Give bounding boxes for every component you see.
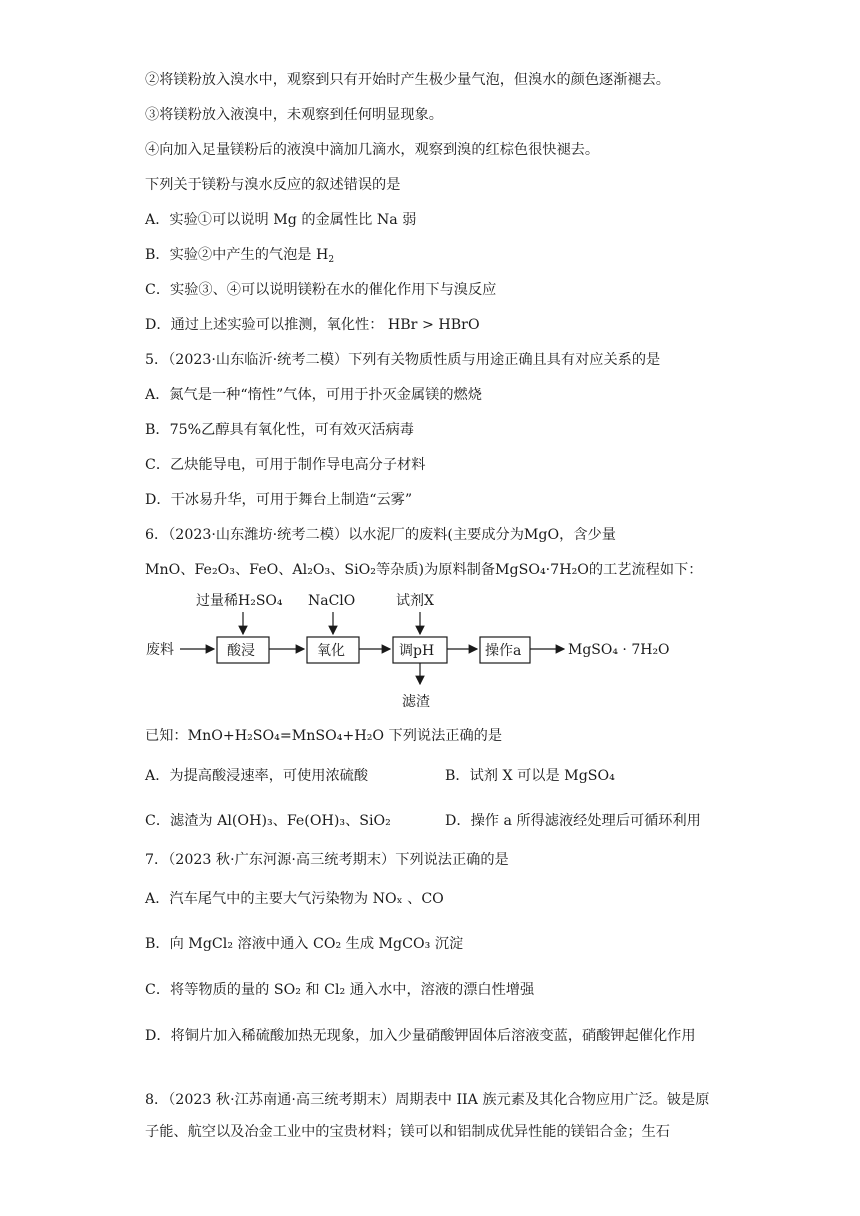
q5-option-c: C．乙炔能导电，可用于制作导电高分子材料 <box>145 457 426 473</box>
q6-option-d: D．操作 a 所得滤液经处理后可循环利用 <box>445 813 701 829</box>
q6-option-b: B．试剂 X 可以是 MgSO₄ <box>445 768 615 784</box>
flow-product-label: MgSO₄ · 7H₂O <box>568 642 670 658</box>
option-b-text: B．实验②中产生的气泡是 H <box>145 247 329 263</box>
q5-stem: 5．（2023·山东临沂·统考二模）下列有关物质性质与用途正确且具有对应关系的是 <box>145 352 661 368</box>
q5-option-b: B．75%乙醇具有氧化性，可有效灭活病毒 <box>145 422 414 438</box>
q6-stem-2: MnO、Fe₂O₃、FeO、Al₂O₃、SiO₂等杂质)为原料制备MgSO₄·7H₂O的工艺流程如下： <box>145 562 703 578</box>
step-label-1: 酸浸 <box>227 643 255 659</box>
q7-option-c: C．将等物质的量的 SO₂ 和 Cl₂ 通入水中，溶液的漂白性增强 <box>145 982 535 998</box>
q5-option-d: D．干冰易升华，可用于舞台上制造“云雾” <box>145 492 413 508</box>
option-c: C．实验③、④可以说明镁粉在水的催化作用下与溴反应 <box>145 282 497 298</box>
line-3: ④向加入足量镁粉后的液溴中滴加几滴水，观察到溴的红棕色很快褪去。 <box>145 142 600 158</box>
reagent-label-1: 过量稀H₂SO₄ <box>196 593 283 609</box>
reagent-label-3: 试剂X <box>396 593 434 609</box>
q5-option-a: A．氮气是一种“惰性”气体，可用于扑灭金属镁的燃烧 <box>145 387 482 403</box>
q7-stem: 7．（2023 秋·广东河源·高三统考期末）下列说法正确的是 <box>145 852 509 868</box>
step-label-4: 操作a <box>485 643 522 659</box>
step-label-2: 氧化 <box>317 643 345 659</box>
q6-option-a: A．为提高酸浸速率，可使用浓硫酸 <box>145 768 369 784</box>
option-b-sub: 2 <box>328 255 335 265</box>
flow-start-label: 废料 <box>146 642 174 658</box>
q6-stem: 6．（2023·山东潍坊·统考二模）以水泥厂的废料(主要成分为MgO，含少量 <box>145 527 616 543</box>
q8-stem: 8．（2023 秋·江苏南通·高三统考期末）周期表中 IIA 族元素及其化合物应用广泛。铍是原子能、航空以及冶金工业中的宝贵材料；镁可以和铝制成优异性能的镁铝合金；生石 <box>145 1092 710 1140</box>
q7-option-b: B．向 MgCl₂ 溶液中通入 CO₂ 生成 MgCO₃ 沉淀 <box>145 936 464 952</box>
q7-option-a: A．汽车尾气中的主要大气污染物为 NOₓ 、CO <box>145 891 444 907</box>
question-stem: 下列关于镁粉与溴水反应的叙述错误的是 <box>145 177 401 193</box>
option-a: A．实验①可以说明 Mg 的金属性比 Na 弱 <box>145 212 417 228</box>
line-2: ③将镁粉放入液溴中，未观察到任何明显现象。 <box>145 107 443 123</box>
residue-label: 滤渣 <box>402 694 430 710</box>
q7-option-d: D．将铜片加入稀硫酸加热无现象，加入少量硝酸钾固体后溶液变蓝，硝酸钾起催化作用 <box>145 1028 696 1044</box>
process-flow-diagram <box>140 588 700 718</box>
q6-known: 已知：MnO+H₂SO₄=MnSO₄+H₂O 下列说法正确的是 <box>145 728 503 744</box>
step-label-3: 调pH <box>399 643 435 659</box>
line-1: ②将镁粉放入溴水中，观察到只有开始时产生极少量气泡，但溴水的颜色逐渐褪去。 <box>145 72 670 88</box>
option-b <box>145 245 334 265</box>
option-d: D．通过上述实验可以推测，氧化性： HBr > HBrO <box>145 317 480 333</box>
reagent-label-2: NaClO <box>308 593 356 609</box>
q6-option-c: C．滤渣为 Al(OH)₃、Fe(OH)₃、SiO₂ <box>145 813 391 829</box>
